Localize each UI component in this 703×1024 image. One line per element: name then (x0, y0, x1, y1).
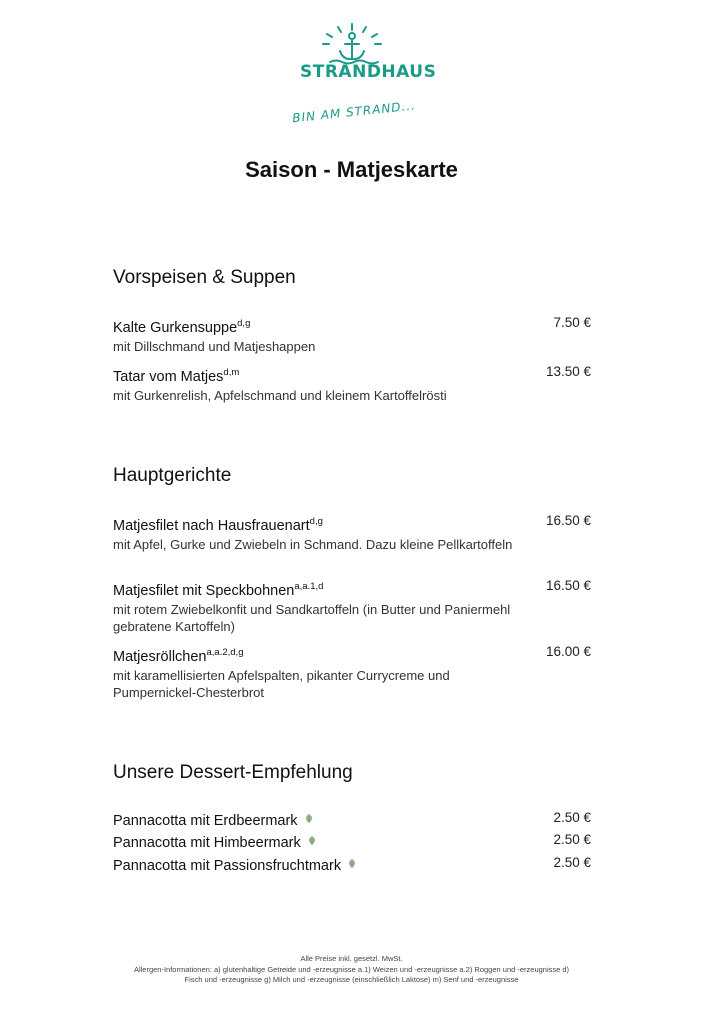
dish-name: Tatar vom Matjes (113, 368, 224, 385)
dish-description: mit Dillschmand und Matjeshappen (113, 338, 316, 354)
dish-price: 16.50 € (545, 578, 591, 593)
dessert-name: Pannacotta mit Erdbeermark (113, 813, 298, 829)
dessert-name: Pannacotta mit Passionsfruchtmark (113, 858, 342, 874)
logo-tagline: BIN AM STRAND... (291, 98, 417, 126)
strandhaus-logo (280, 20, 437, 128)
menu-item (113, 513, 591, 553)
menu-item (113, 578, 591, 635)
dessert-price: 2.50 € (553, 810, 591, 825)
vegetarian-leaf-icon (348, 855, 356, 873)
dessert-item (113, 810, 591, 830)
dish-name: Matjesfilet mit Speckbohnen (113, 582, 295, 599)
dish-price: 7.50 € (553, 315, 591, 330)
page-title: Saison - Matjeskarte (245, 157, 458, 182)
allergen-codes: a,a.2,d,g (206, 647, 244, 658)
dessert-price: 2.50 € (553, 855, 591, 870)
section-title-hauptgerichte: Hauptgerichte (113, 465, 232, 486)
dish-description: mit Apfel, Gurke und Zwiebeln in Schmand. Dazu kleine Pellkartoffeln (113, 536, 513, 552)
logo-brand-text: STRANDHAUS (300, 62, 437, 82)
menu-item (113, 315, 591, 355)
dish-description: mit rotem Zwiebelkonfit und Sandkartoffeln (in Butter und Paniermehl gebratene Kartoffeln) (113, 601, 511, 634)
vegetarian-leaf-icon (308, 832, 316, 850)
footer-notes (0, 954, 703, 986)
dish-description: mit karamellisierten Apfelspalten, pikanter Currycreme und Pumpernickel-Chesterbrot (113, 667, 450, 700)
allergen-codes: a,a.1,d (294, 581, 324, 592)
footer-allergen-info: Allergen-Informationen: a) glutenhaltige Getreide und -erzeugnisse a.1) Weizen und -erzeugnisse a.2) Roggen und -erzeugnisse d) (133, 964, 570, 974)
dish-name: Matjesröllchen (113, 648, 207, 665)
menu-item (113, 644, 591, 701)
dessert-item (113, 832, 591, 852)
allergen-codes: d,m (223, 367, 240, 378)
dish-description: mit Gurkenrelish, Apfelschmand und kleinem Kartoffelrösti (113, 387, 447, 403)
dessert-name: Pannacotta mit Himbeermark (113, 835, 301, 851)
dessert-item (113, 855, 591, 875)
dessert-price: 2.50 € (553, 832, 591, 847)
vegetarian-leaf-icon (305, 810, 313, 828)
allergen-codes: d,g (309, 516, 323, 527)
footer-vat-note: Alle Preise inkl. gesetzl. MwSt. (300, 954, 403, 963)
dish-price: 13.50 € (545, 364, 591, 379)
section-title-vorspeisen: Vorspeisen & Suppen (113, 267, 296, 288)
dish-name: Matjesfilet nach Hausfrauenart (113, 517, 310, 534)
allergen-codes: d,g (237, 318, 251, 329)
dish-price: 16.50 € (545, 513, 591, 528)
dish-price: 16.00 € (545, 644, 591, 659)
menu-item (113, 364, 591, 404)
dish-name: Kalte Gurkensuppe (113, 319, 238, 336)
section-title-dessert: Unsere Dessert-Empfehlung (113, 762, 353, 783)
footer-allergen-info-cont: Fisch und -erzeugnisse g) Milch und -erzeugnisse (einschließlich Laktose) m) Senf und -erzeugnisse (184, 975, 519, 984)
